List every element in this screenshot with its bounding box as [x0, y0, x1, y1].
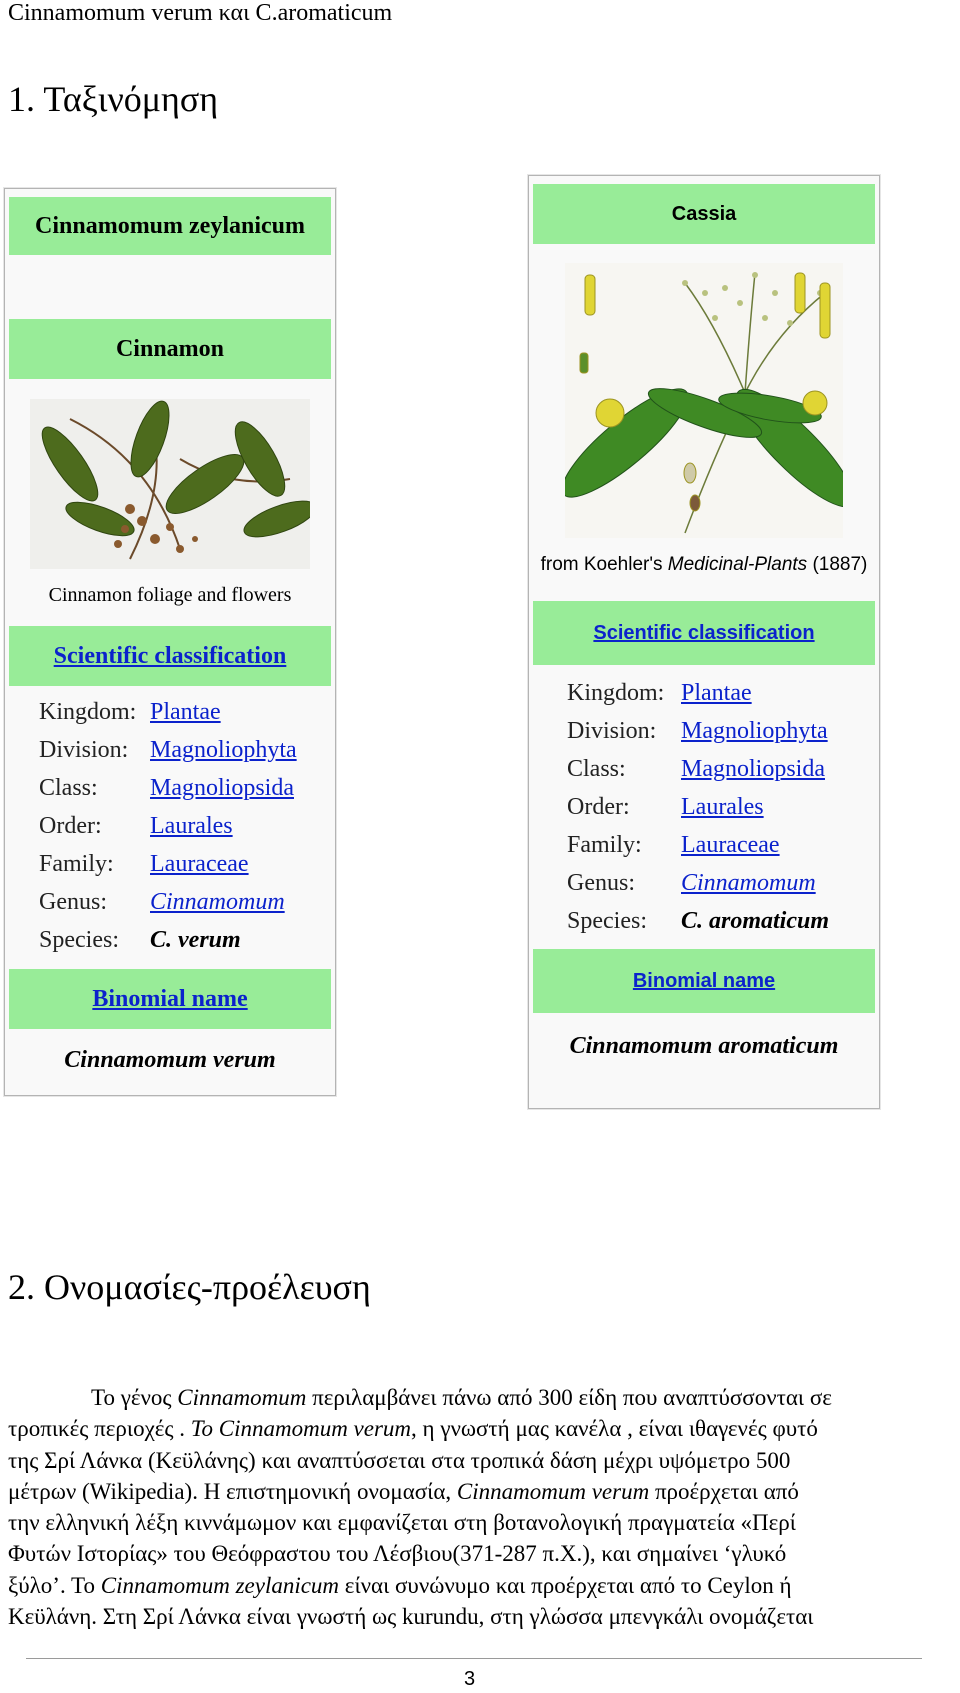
taxobox-title-text: Cassia — [671, 202, 737, 225]
text-run: τροπικές περιοχές . — [8, 1416, 191, 1442]
taxobox-common-name — [9, 319, 331, 379]
text-run: μέτρων (Wikipedia). Η επιστημονική ονομασία, — [8, 1478, 457, 1504]
rank-label: Division: — [39, 737, 129, 763]
paragraph-line: Κεϋλάνη. Στη Σρί Λάνκα είναι γνωστή ως kurundu, στη γλώσσα μπενγκάλι ονομάζεται — [8, 1604, 814, 1630]
taxobox-cassia — [528, 175, 880, 1109]
rank-label: Division: — [567, 718, 657, 744]
taxobox-title-text: Cinnamomum zeylanicum — [35, 212, 305, 239]
rank-label: Kingdom: — [39, 699, 137, 725]
caption-pre: from Koehler's — [540, 554, 668, 575]
italic-run: Cinnamomum zeylanicum — [100, 1572, 340, 1598]
paragraph-line — [8, 1382, 958, 1413]
paragraph-line: την ελληνική λέξη κιννάμωμον και εμφανίζεται στη βοτανολογική πραγματεία «Περί — [8, 1510, 796, 1536]
species-value: C. verum — [150, 927, 241, 953]
sci-class-link[interactable]: Scientific classification — [593, 621, 815, 644]
cassia-plate-illustration — [565, 263, 843, 538]
rank-label: Class: — [39, 775, 98, 801]
taxobox-title — [533, 184, 875, 244]
taxon-link[interactable]: Lauraceae — [681, 832, 780, 858]
cassia-botanical-plate — [565, 263, 843, 538]
text-run: προέρχεται από — [649, 1478, 799, 1504]
binomial-link[interactable]: Binomial name — [632, 969, 776, 992]
sci-class-header — [533, 601, 875, 665]
italic-run: Cinnamomum verum — [456, 1478, 650, 1504]
taxobox-image-caption: Cinnamon foliage and flowers — [48, 584, 292, 606]
taxon-link[interactable]: Cinnamomum — [681, 870, 816, 896]
caption-italic: Medicinal-Plants — [667, 554, 808, 575]
rank-label: Kingdom: — [567, 680, 665, 706]
text-run: Το γένος — [91, 1385, 178, 1410]
taxon-link[interactable]: Plantae — [681, 680, 752, 706]
body-paragraph — [8, 1382, 958, 1632]
running-header: Cinnamomum verum και C.aromaticum — [8, 0, 393, 26]
section-heading-1: 1. Ταξινόμηση — [8, 79, 219, 119]
taxon-link[interactable]: Laurales — [150, 813, 233, 839]
text-run: ξύλο’. Το — [8, 1572, 101, 1598]
taxobox-image-caption — [529, 554, 879, 576]
caption-post: (1887) — [807, 554, 868, 575]
rank-label: Order: — [567, 794, 630, 820]
binomial-name: Cinnamomum verum — [64, 1047, 276, 1073]
taxon-link[interactable]: Plantae — [150, 699, 221, 725]
footer-divider — [26, 1658, 922, 1659]
rank-label: Species: — [567, 908, 647, 934]
cinnamon-foliage-image — [30, 399, 310, 569]
paragraph-line — [8, 1476, 958, 1507]
binomial-link[interactable]: Binomial name — [92, 985, 248, 1012]
taxon-link[interactable]: Cinnamomum — [150, 889, 285, 915]
taxon-link[interactable]: Magnoliophyta — [150, 737, 297, 763]
rank-label: Class: — [567, 756, 626, 782]
rank-label: Genus: — [567, 870, 635, 896]
section-heading-2: 2. Ονομασίες-προέλευση — [8, 1267, 371, 1307]
taxon-link[interactable]: Lauraceae — [150, 851, 249, 877]
paragraph-line: Φυτών Ιστορίας» του Θεόφραστου του Λέσβιου(371-287 π.Χ.), και σημαίνει ‘γλυκό — [8, 1541, 787, 1567]
paragraph-line: της Σρί Λάνκα (Κεϋλάνης) και αναπτύσσεται στα τροπικά δάση μέχρι υψόμετρο 500 — [8, 1447, 791, 1473]
species-value: C. aromaticum — [681, 908, 830, 934]
binomial-name: Cinnamomum aromaticum — [569, 1033, 839, 1059]
taxobox-cinnamon — [4, 188, 336, 1096]
text-run: είναι συνώνυμο και προέρχεται από το Ceylon ή — [339, 1572, 792, 1598]
rank-label: Family: — [39, 851, 114, 877]
rank-label: Genus: — [39, 889, 107, 915]
italic-run: Cinnamomum — [177, 1385, 307, 1410]
taxobox-title — [9, 197, 331, 255]
taxobox-common-name-text: Cinnamon — [115, 335, 225, 362]
paragraph-line — [8, 1413, 958, 1444]
rank-label: Order: — [39, 813, 102, 839]
rank-label: Family: — [567, 832, 642, 858]
taxon-link[interactable]: Magnoliophyta — [681, 718, 828, 744]
cinnamon-foliage-illustration — [30, 399, 310, 569]
binomial-header — [533, 949, 875, 1013]
binomial-header — [9, 969, 331, 1029]
paragraph-line — [8, 1570, 958, 1601]
sci-class-header — [9, 626, 331, 686]
text-run: , η γνωστή μας κανέλα , είναι ιθαγενές φυτό — [411, 1416, 818, 1442]
sci-class-link[interactable]: Scientific classification — [53, 642, 287, 669]
text-run: περιλαμβάνει πάνω από 300 είδη που αναπτύσσονται σε — [306, 1385, 832, 1410]
taxon-link[interactable]: Magnoliopsida — [150, 775, 294, 801]
taxon-link[interactable]: Laurales — [681, 794, 764, 820]
page-number: 3 — [464, 1668, 476, 1690]
rank-label: Species: — [39, 927, 119, 953]
taxon-link[interactable]: Magnoliopsida — [681, 756, 825, 782]
italic-run: Το Cinnamomum verum — [190, 1416, 412, 1442]
